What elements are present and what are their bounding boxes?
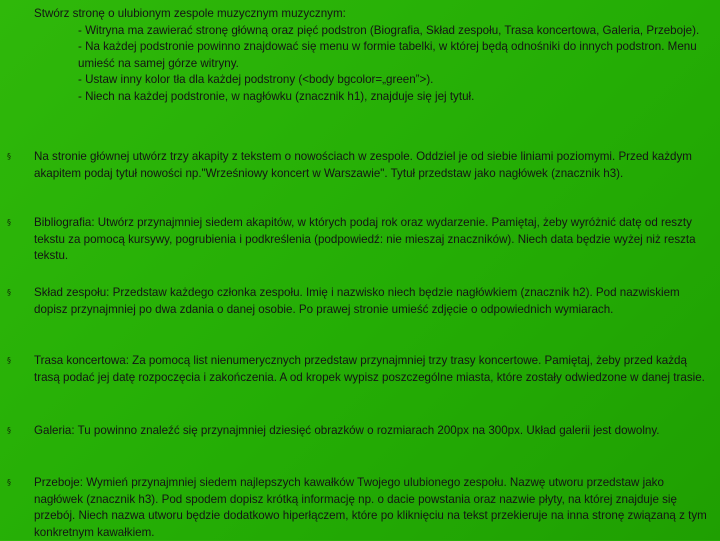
bullet-text: Przeboje: Wymień przynajmniej siedem najlepszych kawałków Twojego ulubionego zespołu. Nazwę utworu przedstaw jako nagłówek (znacznik h3). Pod spodem dopisz krótką informację np. o dacie powstania oraz nazwie płyty, na której znajduje się przebój. Niech nazwa utworu będzie dodatkowo hiperłączem, które po kliknięciu na tekst przekieruje na inna stronę związaną z tym konkretnym kawałkiem. [34,476,707,539]
bullet-marker: § [7,426,11,435]
bullet-marker: § [7,152,11,161]
intro-details: - Witryna ma zawierać stronę główną oraz pięć podstron (Biografia, Skład zespołu, Trasa koncertowa, Galeria, Przeboje). - Na każdej podstronie powinno znajdować się menu w formie tabelki, w której będą odnośniki do innych podstron. Menu umieść na samej górze witryny. - Ustaw inny kolor tła dla każdej podstrony (<body bgcolor=„green”>). - Niech na każdej podstronie, w nagłówku (znacznik h1), znajduje się jej tytuł. [78,23,700,103]
bullet-item-gallery [7,423,707,440]
bullet-marker: § [7,288,11,297]
bullet-text: Na stronie głównej utwórz trzy akapity z tekstem o nowościach w zespole. Oddziel je od siebie liniami poziomymi. Przed każdym akapitem podaj tytuł nowości np."Wrześniowy koncert w Warszawie". Tytuł przedstaw jako nagłówek (znacznik h3). [34,150,692,180]
bullet-item-hits [7,475,707,541]
intro-block [34,6,704,105]
intro-title: Stwórz stronę o ulubionym zespole muzycznym muzycznym: [34,7,346,20]
bullet-text: Skład zespołu: Przedstaw każdego członka zespołu. Imię i nazwisko niech będzie nagłówkiem (znacznik h2). Pod nazwiskiem dopisz przynajmniej po dwa zdania o danej osobie. Po prawej stronie umieść zdjęcie o odpowiednich wymiarach. [34,286,680,316]
bullet-item-biography [7,215,707,265]
bullet-text: Bibliografia: Utwórz przynajmniej siedem akapitów, w których podaj rok oraz wydarzenie. Pamiętaj, żeby wyróżnić datę od reszty tekstu za pomocą kursywy, pogrubienia i podkreślenia (podpowiedź: nie mieszaj znaczników). Niech data będzie wyżej niż reszta tekstu. [34,216,696,262]
bullet-marker: § [7,356,11,365]
bullet-text: Trasa koncertowa: Za pomocą list nienumerycznych przedstaw przynajmniej trzy trasy koncertowe. Pamiętaj, żeby przed każdą trasą podać jej datę rozpoczęcia i zakończenia. A od kropek wypisz poszczególne miasta, które zostały odwiedzone w danej trasie. [34,354,705,384]
bullet-text: Galeria: Tu powinno znaleźć się przynajmniej dziesięć obrazków o rozmiarach 200px na 300px. Układ galerii jest dowolny. [34,424,660,437]
bullet-marker: § [7,218,11,227]
bullet-item-home-page [7,149,707,182]
bullet-item-concert-tour [7,353,707,386]
bullet-marker: § [7,478,11,487]
bullet-item-band-members [7,285,707,318]
